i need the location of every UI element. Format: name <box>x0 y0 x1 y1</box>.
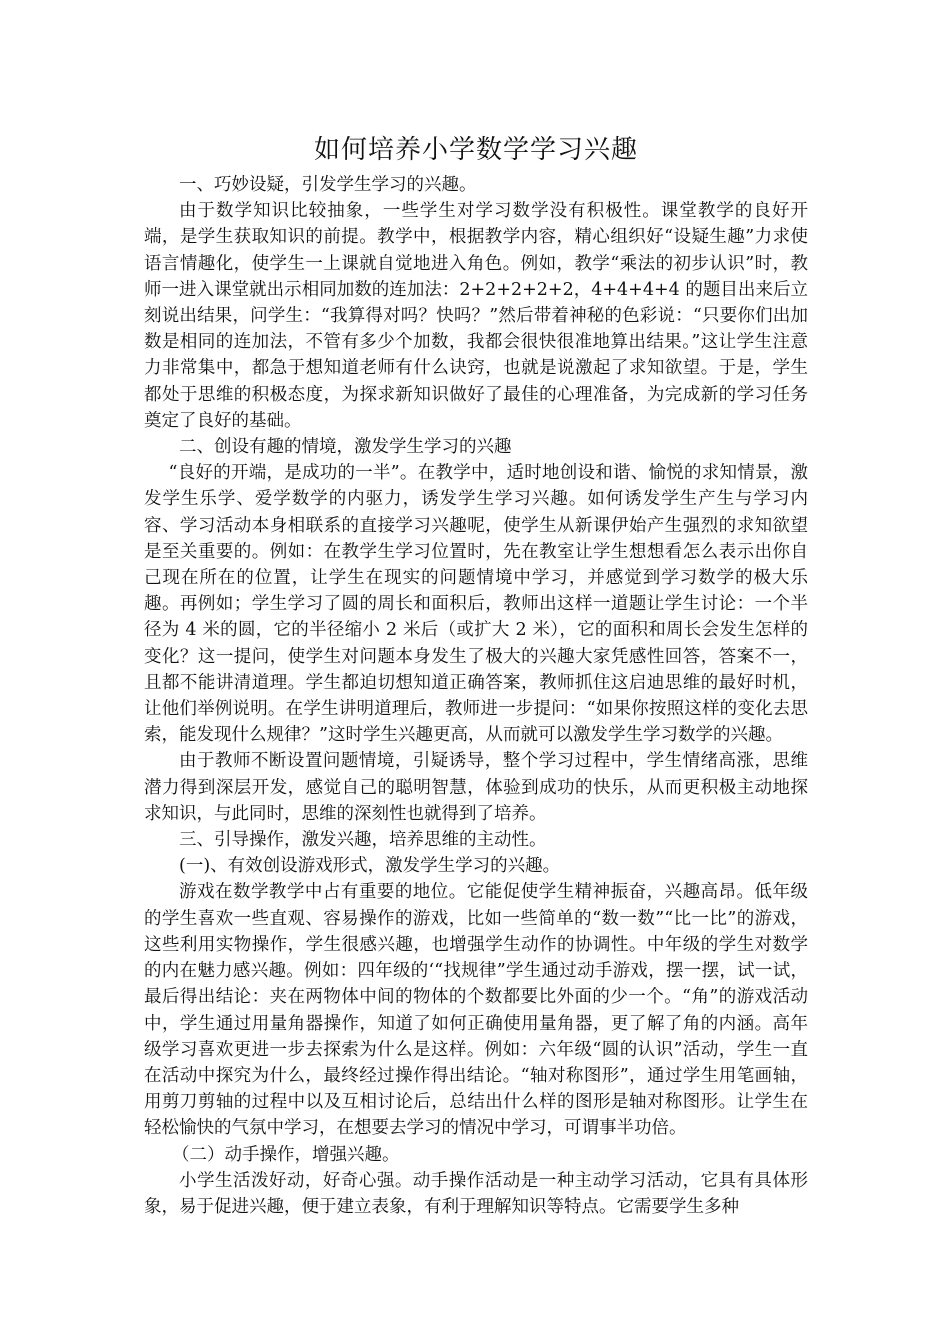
body-paragraph: 游戏在数学教学中占有重要的地位。它能促使学生精神振奋，兴趣高昂。低年级的学生喜欢一些直观、容易操作的游戏，比如一些简单的“数一数”“比一比”的游戏，这些利用实物操作，学生很感兴趣，也增强学生动作的协调性。中年级的学生对数学的内在魅力感兴趣。例如：四年级的‘“找规律”学生通过动手游戏，摆一摆，试一试，最后得出结论：夹在两物体中间的物体的个数都要比外面的少一个。“角”的游戏活动中，学生通过用量角器操作，知道了如何正确使用量角器，更了解了角的内涵。高年级学习喜欢更进一步去探索为什么是这样。例如：六年级“圆的认识”活动，学生一直在活动中探究为什么，最终经过操作得出结论。“轴对称图形”，通过学生用笔画轴，用剪刀剪轴的过程中以及互相讨论后，总结出什么样的图形是轴对称图形。让学生在轻松愉快的气氛中学习，在想要去学习的情况中学习，可谓事半功倍。 <box>144 882 808 1139</box>
section-heading-2: 二、创设有趣的情境，激发学生学习的兴趣 <box>179 437 512 458</box>
section-heading-1: 一、巧妙设疑，引发学生学习的兴趣。 <box>179 175 477 195</box>
document-page <box>144 128 808 1220</box>
subsection-heading-2: （二）动手操作，增强兴趣。 <box>172 1144 400 1165</box>
body-paragraph: 小学生活泼好动，好奇心强。动手操作活动是一种主动学习活动，它具有具体形象，易于促进兴趣，便于建立表象，有利于理解知识等特点。它需要学生多种 <box>144 1170 808 1217</box>
section-heading-3: 三、引导操作，激发兴趣，培养思维的主动性。 <box>179 830 547 851</box>
body-paragraph: 由于教师不断设置问题情境，引疑诱导，整个学习过程中，学生情绪高涨，思维潜力得到深层开发，感觉自己的聪明智慧，体验到成功的快乐，从而更积极主动地探求知识，与此同时，思维的深刻性也就得到了培养。 <box>144 751 808 824</box>
document-title: 如何培养小学数学学习兴趣 <box>313 135 638 165</box>
subsection-heading-1: (一)、有效创设游戏形式，激发学生学习的兴趣。 <box>179 856 561 877</box>
body-paragraph: 由于数学知识比较抽象，一些学生对学习数学没有积极性。课堂教学的良好开端，是学生获取知识的前提。教学中，根据教学内容，精心组织好“设疑生趣”力求使语言情趣化，使学生一上课就自觉地进入角色。例如，教学“乘法的初步认识”时，教师一进入课堂就出示相同加数的连加法：2+2+2+2+2，4+4+4+4 的题目出来后立刻说出结果，问学生：“我算得对吗？快吗？”然后带着神秘的色彩说：“只要你们出加数是相同的连加法，不管有多少个加数，我都会很快很准地算出结果。”这让学生注意力非常集中，都急于想知道老师有什么诀窍，也就是说激起了求知欲望。于是，学生都处于思维的积极态度，为探求新知识做好了最佳的心理准备，为完成新的学习任务奠定了良好的基础。 <box>144 201 808 431</box>
body-paragraph: “良好的开端，是成功的一半”。在教学中，适时地创设和谐、愉悦的求知情景，激发学生乐学、爱学数学的内驱力，诱发学生学习兴趣。如何诱发学生产生与学习内容、学习活动本身相联系的直接学习兴趣呢，使学生从新课伊始产生强烈的求知欲望是至关重要的。例如：在教学生学习位置时，先在教室让学生想想看怎么表示出你自己现在所在的位置，让学生在现实的问题情境中学习，并感觉到学习数学的极大乐趣。再例如；学生学习了圆的周长和面积后，教师出这样一道题让学生讨论：一个半径为 4 米的圆，它的半径缩小 2 米后（或扩大 2 米），它的面积和周长会发生怎样的变化？这一提问，使学生对问题本身发生了极大的兴趣大家凭感性回答，答案不一，且都不能讲清道理。学生都迫切想知道正确答案，教师抓住这启迪思维的最好时机，让他们举例说明。在学生讲明道理后，教师进一步提问：“如果你按照这样的变化去思索，能发现什么规律？”这时学生兴趣更高，从而就可以激发学生学习数学的兴趣。 <box>144 463 808 746</box>
